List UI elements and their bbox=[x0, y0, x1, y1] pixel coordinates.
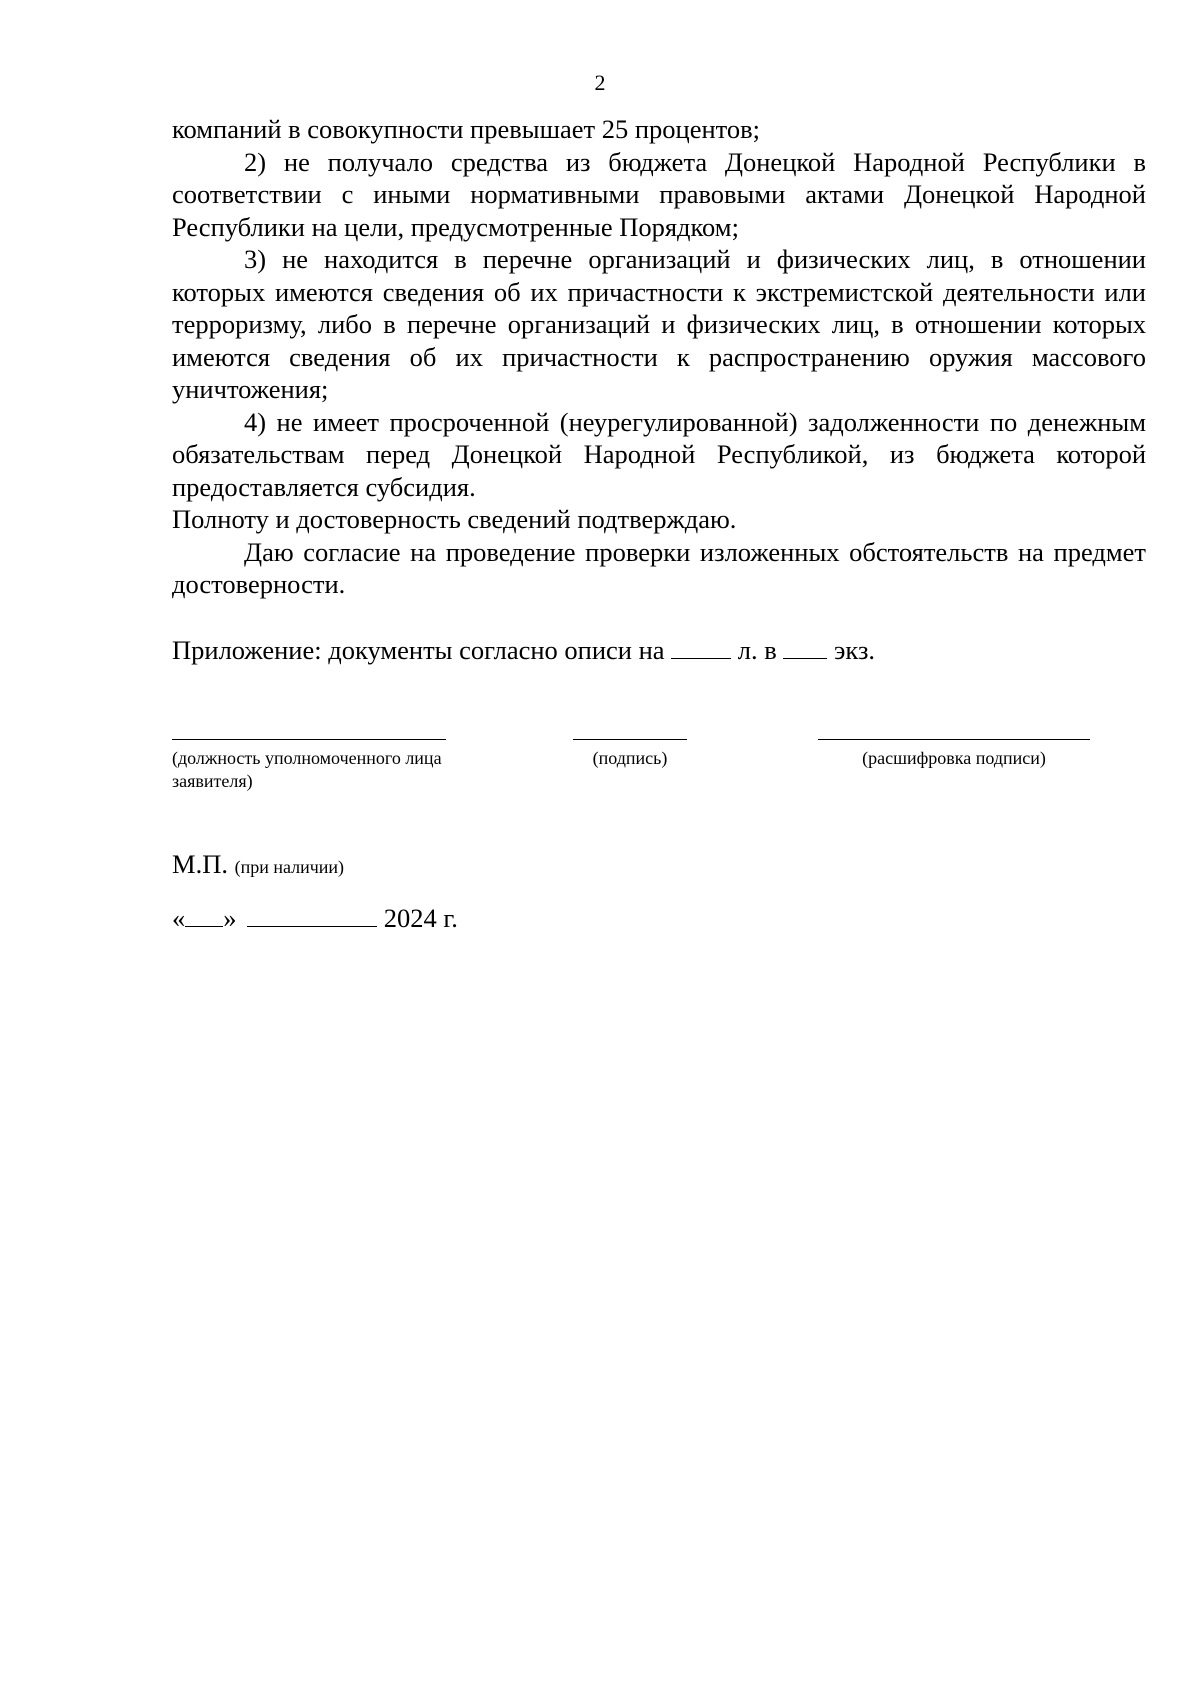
date-line bbox=[172, 902, 458, 934]
attachment-middle: л. в bbox=[737, 635, 777, 665]
paragraph-continuation: компаний в совокупности превышает 25 процентов; bbox=[172, 114, 760, 144]
date-close-quote: » bbox=[223, 903, 237, 933]
paragraph-consent: Даю согласие на проведение проверки изложенных обстоятельств на предмет достоверности. bbox=[172, 536, 1146, 599]
paragraph-confirmation: Полноту и достоверность сведений подтверждаю. bbox=[172, 504, 737, 534]
signature-decoding-line bbox=[818, 739, 1090, 740]
position-label: (должность уполномоченного лица заявителя) bbox=[172, 748, 442, 791]
signature-line bbox=[573, 739, 687, 740]
date-year: 2024 г. bbox=[383, 903, 458, 933]
attachment-line bbox=[172, 634, 875, 666]
paragraph-item-4: 4) не имеет просроченной (неурегулированной) задолженности по денежным обязательствам перед Донецкой Народной Республикой, из бюджета которой предоставляется субсидия. bbox=[172, 406, 1146, 502]
document-body bbox=[172, 113, 1146, 601]
copies-count-blank bbox=[783, 634, 827, 659]
attachment-prefix: Приложение: документы согласно описи на bbox=[172, 635, 665, 665]
day-blank bbox=[185, 902, 223, 927]
date-open-quote: « bbox=[172, 903, 186, 933]
paragraph-item-3: 3) не находится в перечне организаций и физических лиц, в отношении которых имеются сведения об их причастности к экстремистской деятельности или терроризму, либо в перечне организаций и физических лиц, в отношении которых имеются сведения об их причастности к распространению оружия массового уничтожения; bbox=[172, 244, 1146, 404]
signature-decoding-label: (расшифровка подписи) bbox=[862, 748, 1046, 768]
sheets-count-blank bbox=[671, 634, 731, 659]
stamp-note: (при наличии) bbox=[234, 857, 345, 877]
position-signature-line bbox=[172, 739, 446, 740]
month-blank bbox=[247, 902, 377, 927]
page-number: 2 bbox=[594, 70, 606, 95]
paragraph-item-2: 2) не получало средства из бюджета Донецкой Народной Республики в соответствии с иными нормативными правовыми актами Донецкой Народной Республики на цели, предусмотренные Порядком; bbox=[172, 146, 1146, 242]
stamp-label: М.П. bbox=[172, 849, 228, 879]
attachment-suffix: экз. bbox=[834, 635, 876, 665]
stamp-line bbox=[172, 848, 344, 883]
signature-label: (подпись) bbox=[592, 748, 668, 768]
